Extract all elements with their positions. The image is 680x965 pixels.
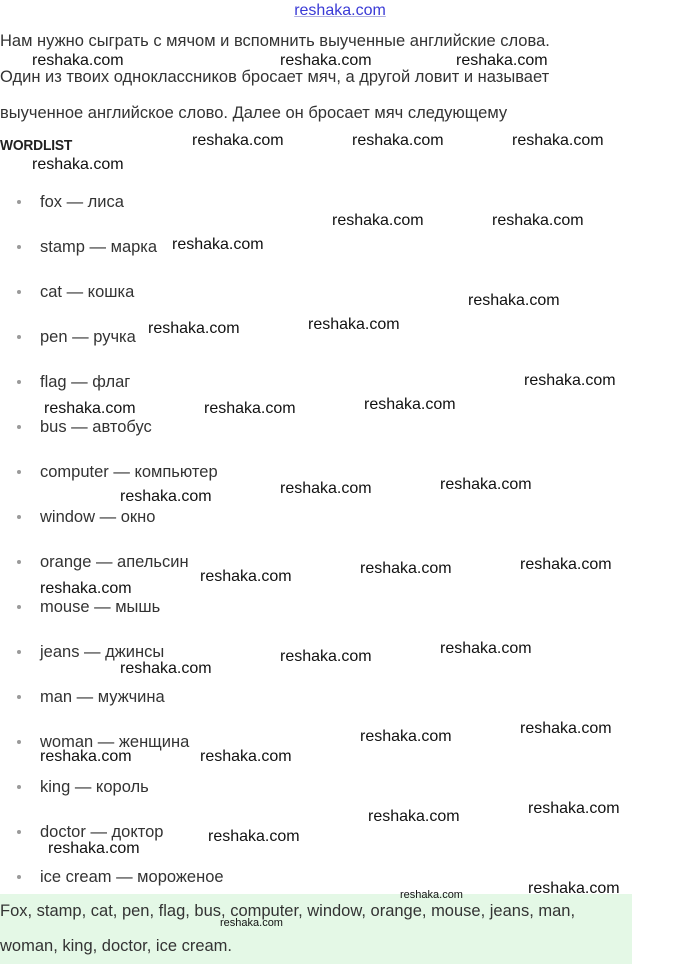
bullet-icon	[17, 335, 21, 339]
watermark: reshaka.com	[400, 889, 463, 901]
watermark: reshaka.com	[528, 800, 620, 817]
word-pair: window — окно	[40, 508, 156, 526]
site-header-link[interactable]: reshaka.com	[294, 2, 386, 19]
bullet-icon	[17, 740, 21, 744]
watermark: reshaka.com	[204, 400, 296, 417]
watermark: reshaka.com	[308, 316, 400, 333]
watermark: reshaka.com	[440, 476, 532, 493]
watermark: reshaka.com	[524, 372, 616, 389]
watermark: reshaka.com	[120, 660, 212, 677]
watermark: reshaka.com	[364, 396, 456, 413]
wordlist-heading: WORDLIST	[0, 137, 73, 154]
watermark: reshaka.com	[40, 748, 132, 765]
word-pair: ice cream — мороженое	[40, 868, 224, 886]
word-pair: man — мужчина	[40, 688, 165, 706]
word-pair: flag — флаг	[40, 373, 131, 391]
bullet-icon	[17, 245, 21, 249]
watermark: reshaka.com	[456, 52, 548, 69]
bullet-icon	[17, 515, 21, 519]
watermark: reshaka.com	[468, 292, 560, 309]
watermark: reshaka.com	[520, 556, 612, 573]
watermark: reshaka.com	[440, 640, 532, 657]
bullet-icon	[17, 830, 21, 834]
word-pair: pen — ручка	[40, 328, 136, 346]
intro-line-2: Один из твоих одноклассников бросает мяч, а другой ловит и называет	[0, 68, 550, 86]
word-pair: doctor — доктор	[40, 823, 164, 841]
word-pair: computer — компьютер	[40, 463, 218, 481]
watermark: reshaka.com	[280, 52, 372, 69]
bullet-icon	[17, 605, 21, 609]
watermark: reshaka.com	[32, 156, 124, 173]
bullet-icon	[17, 650, 21, 654]
answer-line-1: Fox, stamp, cat, pen, flag, bus, computer, window, orange, mouse, jeans, man,	[0, 902, 576, 920]
word-pair: jeans — джинсы	[40, 643, 165, 661]
word-pair: orange — апельсин	[40, 553, 189, 571]
watermark: reshaka.com	[280, 648, 372, 665]
bullet-icon	[17, 470, 21, 474]
intro-line-1: Нам нужно сыграть с мячом и вспомнить выученные английские слова.	[0, 32, 550, 50]
watermark: reshaka.com	[200, 748, 292, 765]
watermark: reshaka.com	[352, 132, 444, 149]
watermark: reshaka.com	[492, 212, 584, 229]
bullet-icon	[17, 380, 21, 384]
watermark: reshaka.com	[148, 320, 240, 337]
watermark: reshaka.com	[332, 212, 424, 229]
word-pair: cat — кошка	[40, 283, 135, 301]
bullet-icon	[17, 875, 21, 879]
watermark: reshaka.com	[48, 840, 140, 857]
bullet-icon	[17, 560, 21, 564]
watermark: reshaka.com	[120, 488, 212, 505]
watermark: reshaka.com	[220, 917, 283, 929]
watermark: reshaka.com	[368, 808, 460, 825]
watermark: reshaka.com	[280, 480, 372, 497]
watermark: reshaka.com	[172, 236, 264, 253]
watermark: reshaka.com	[208, 828, 300, 845]
watermark: reshaka.com	[528, 880, 620, 897]
watermark: reshaka.com	[32, 52, 124, 69]
watermark: reshaka.com	[360, 560, 452, 577]
word-pair: king — король	[40, 778, 149, 796]
watermark: reshaka.com	[200, 568, 292, 585]
bullet-icon	[17, 785, 21, 789]
watermark: reshaka.com	[512, 132, 604, 149]
word-pair: bus — автобус	[40, 418, 152, 436]
word-pair: fox — лиса	[40, 193, 124, 211]
watermark: reshaka.com	[192, 132, 284, 149]
bullet-icon	[17, 200, 21, 204]
word-pair: woman — женщина	[40, 733, 190, 751]
bullet-icon	[17, 290, 21, 294]
watermark: reshaka.com	[44, 400, 136, 417]
bullet-icon	[17, 695, 21, 699]
answer-line-2: woman, king, doctor, ice cream.	[0, 937, 233, 955]
word-pair: mouse — мышь	[40, 598, 161, 616]
watermark: reshaka.com	[520, 720, 612, 737]
answer-box	[0, 894, 632, 964]
watermark: reshaka.com	[360, 728, 452, 745]
intro-line-3: выученное английское слово. Далее он бросает мяч следующему	[0, 104, 508, 122]
word-pair: stamp — марка	[40, 238, 158, 256]
bullet-icon	[17, 425, 21, 429]
watermark: reshaka.com	[40, 580, 132, 597]
